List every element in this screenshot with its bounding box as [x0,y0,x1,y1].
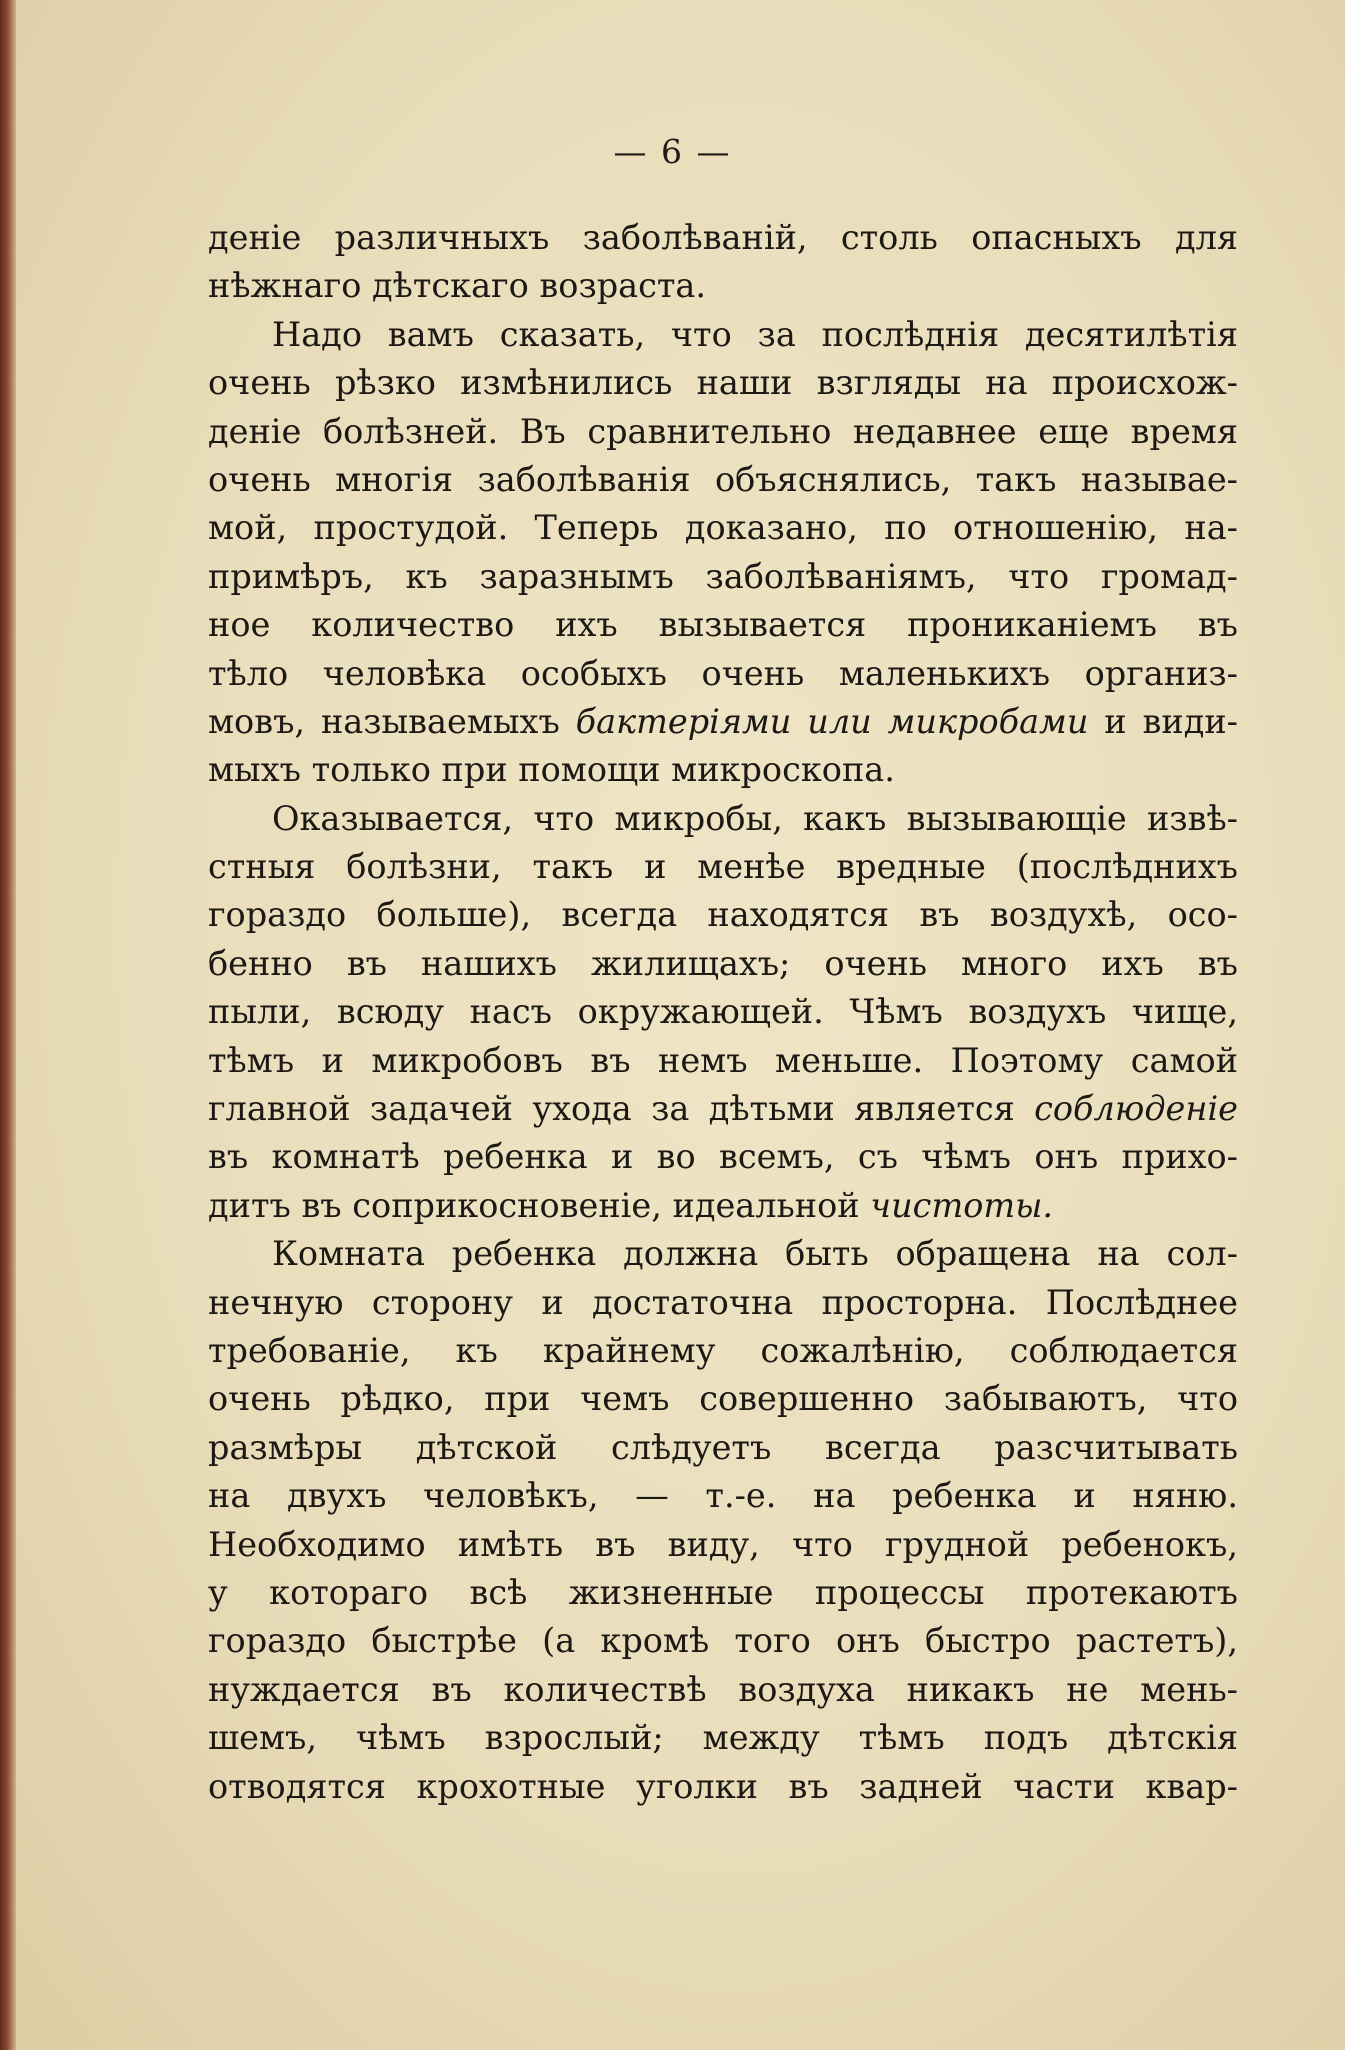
text-line [208,1085,1238,1133]
text-line: Необходимо имѣть въ виду, что грудной ребенокъ, [208,1524,1238,1564]
text-line: очень многія заболѣванія объяснялись, такъ называе- [208,459,1238,499]
text-line: деніе болѣзней. Въ сравнительно недавнее еще время [208,411,1238,451]
text-line [208,1182,1238,1230]
text-line: пыли, всюду насъ окружающей. Чѣмъ воздухъ чище, [208,992,1238,1032]
text-line: мыхъ только при помощи микроскопа. [208,750,895,790]
text-line: требованіе, къ крайнему сожалѣнію, соблюдается [208,1330,1238,1370]
text-line: мой, простудой. Теперь доказано, по отношенію, на- [208,508,1238,548]
text-line: въ комнатѣ ребенка и во всемъ, съ чѣмъ онъ прихо- [208,1137,1238,1177]
page-spine-edge [0,0,16,2050]
text-line: нечную сторону и достаточна просторна. Послѣднее [208,1282,1238,1322]
text-line: на двухъ человѣкъ, — т.-е. на ребенка и няню. [208,1476,1238,1516]
text-line: Оказывается, что микробы, какъ вызывающіе извѣ- [272,798,1238,838]
text-line: отводятся крохотные уголки въ задней части квар- [208,1766,1238,1806]
text-line: бенно въ нашихъ жилищахъ; очень много ихъ въ [208,943,1238,983]
italic-text: чистоты. [870,1185,1054,1225]
text-line: очень рѣзко измѣнились наши взгляды на происхож- [208,363,1238,403]
text-line: Надо вамъ сказать, что за послѣднія десятилѣтія [272,314,1238,354]
text-line: шемъ, чѣмъ взрослый; между тѣмъ подъ дѣтскія [208,1718,1238,1758]
text-line: гораздо быстрѣе (а кромѣ того онъ быстро растетъ), [208,1621,1238,1661]
text-line [208,698,1238,746]
text-line: очень рѣдко, при чемъ совершенно забываютъ, что [208,1379,1238,1419]
text-line: тѣло человѣка особыхъ очень маленькихъ организ- [208,653,1238,693]
text-segment: главной задачей ухода за дѣтьми является [208,1089,1035,1129]
text-line: нуждается въ количествѣ воздуха никакъ не мень- [208,1669,1238,1709]
text-line: деніе различныхъ заболѣваній, столь опасныхъ для [208,218,1238,257]
text-line: Комната ребенка должна быть обращена на сол- [272,1234,1238,1274]
text-line: стныя болѣзни, такъ и менѣе вредные (послѣднихъ [208,847,1238,887]
text-line: примѣръ, къ заразнымъ заболѣваніямъ, что громад- [208,556,1238,596]
text-segment: мовъ, называемыхъ [208,701,576,741]
text-line: нѣжнаго дѣтскаго возраста. [208,266,707,306]
page-number: — 6 — [613,132,732,171]
text-line: тѣмъ и микробовъ въ немъ меньше. Поэтому самой [208,1040,1238,1080]
text-line: размѣры дѣтской слѣдуетъ всегда разсчитывать [208,1427,1238,1467]
text-line: гораздо больше), всегда находятся въ воздухѣ, осо- [208,895,1238,935]
text-segment: и види- [1088,701,1238,741]
italic-text: бактеріями или микробами [575,701,1089,741]
text-line: ное количество ихъ вызывается прониканіемъ въ [208,605,1238,645]
text-segment: дитъ въ соприкосновеніе, идеальной [208,1185,871,1225]
italic-text: соблюденіе [1034,1089,1238,1129]
body-text [208,214,1238,1811]
text-line: у котораго всѣ жизненные процессы протекаютъ [208,1572,1238,1612]
